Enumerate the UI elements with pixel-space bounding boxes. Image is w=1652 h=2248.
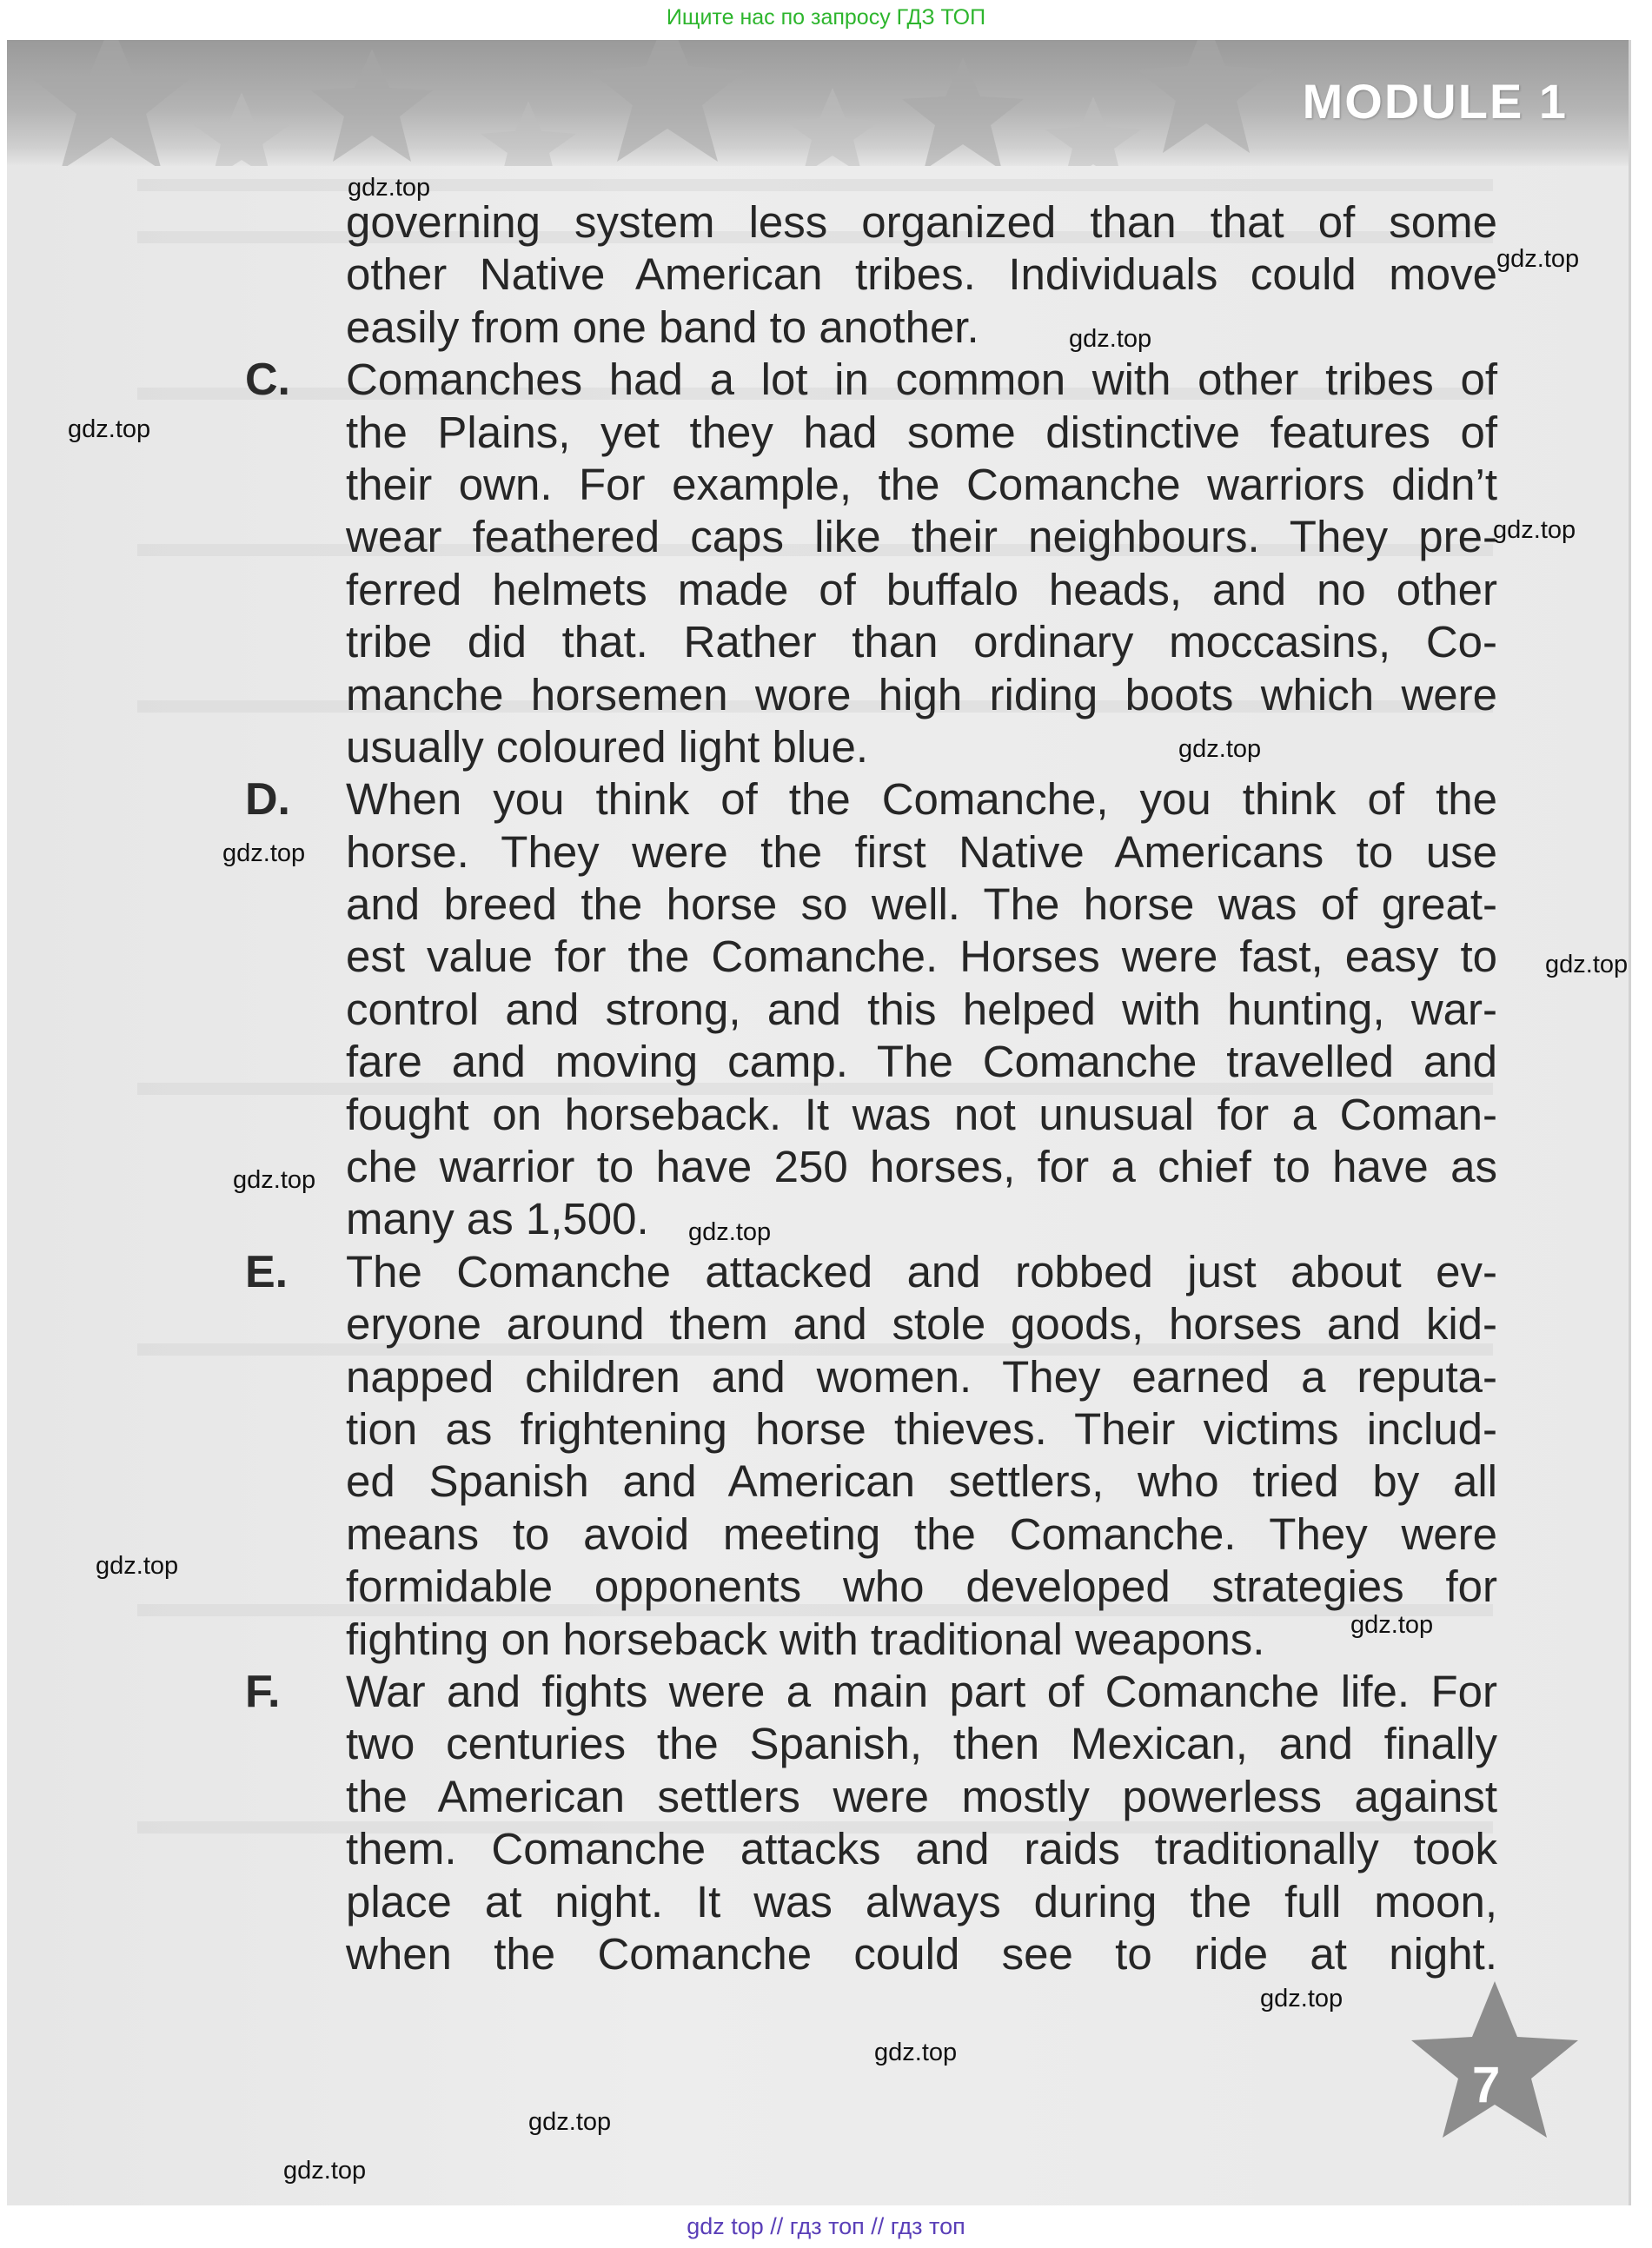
watermark: gdz.top bbox=[283, 2157, 367, 2185]
watermark: gdz.top bbox=[222, 839, 306, 867]
text-line: War and fights were a main part of Comanche life. For bbox=[346, 1666, 1497, 1716]
paragraph-e bbox=[245, 1246, 1497, 1666]
top-banner: Ищите нас по запросу ГДЗ ТОП bbox=[666, 5, 986, 30]
text-line: ed Spanish and American settlers, who tried by all bbox=[346, 1456, 1497, 1507]
watermark: gdz.top bbox=[1069, 325, 1152, 353]
text-line: est value for the Comanche. Horses were fast, easy to bbox=[346, 932, 1497, 982]
text-line: fought on horseback. It was not unusual for a Coman- bbox=[346, 1089, 1497, 1139]
text-line: manche horsemen wore high riding boots which were bbox=[346, 669, 1497, 719]
text-line: eryone around them and stole goods, horses and kid- bbox=[346, 1299, 1497, 1349]
text-line: place at night. It was always during the full moon, bbox=[346, 1876, 1497, 1926]
paragraph-letter: D. bbox=[245, 774, 290, 826]
text-line: When you think of the Comanche, you think of the bbox=[346, 774, 1497, 825]
watermark: gdz.top bbox=[1496, 245, 1580, 273]
text-line: horse. They were the first Native Americans to use bbox=[346, 826, 1497, 877]
watermark: gdz.top bbox=[1350, 1611, 1434, 1639]
text-line: fare and moving camp. The Comanche travelled and bbox=[346, 1037, 1497, 1087]
watermark: gdz.top bbox=[348, 174, 431, 202]
text-line: easily from one band to another. bbox=[346, 302, 979, 352]
text-line: when the Comanche could see to ride at night. bbox=[346, 1928, 1497, 1979]
watermark: gdz.top bbox=[233, 1166, 316, 1194]
text-line: tion as frightening horse thieves. Their victims includ- bbox=[346, 1403, 1497, 1454]
text-line: control and strong, and this helped with hunting, war- bbox=[346, 984, 1497, 1034]
watermark: gdz.top bbox=[68, 415, 151, 443]
footer-links: gdz top // гдз топ // гдз топ bbox=[687, 2213, 965, 2239]
text-line: Comanches had a lot in common with other tribes of bbox=[346, 355, 1497, 405]
text-line: wear feathered caps like their neighbours. They pre- bbox=[346, 512, 1497, 562]
text-line: and breed the horse so well. The horse was of great- bbox=[346, 879, 1497, 930]
paragraph-f bbox=[245, 1666, 1497, 1980]
watermark: gdz.top bbox=[874, 2039, 958, 2066]
text-line: usually coloured light blue. bbox=[346, 721, 869, 772]
text-line: means to avoid meeting the Comanche. They were bbox=[346, 1509, 1497, 1559]
text-line: their own. For example, the Comanche warriors didn’t bbox=[346, 459, 1497, 509]
text-line: tribe did that. Rather than ordinary moccasins, Co- bbox=[346, 617, 1497, 667]
paragraph-b-continued bbox=[346, 196, 1497, 354]
text-line: many as 1,500. bbox=[346, 1194, 649, 1244]
paragraph-letter: E. bbox=[245, 1246, 289, 1297]
watermark: gdz.top bbox=[1493, 516, 1576, 544]
book-page bbox=[7, 40, 1631, 2205]
module-header-band bbox=[7, 40, 1629, 166]
watermark: gdz.top bbox=[96, 1552, 179, 1580]
text-line: che warrior to have 250 horses, for a chief to have as bbox=[346, 1142, 1497, 1192]
text-line: governing system less organized than that of some bbox=[346, 197, 1497, 247]
text-line: napped children and women. They earned a reputa- bbox=[346, 1351, 1497, 1402]
text-line: the American settlers were mostly powerless against bbox=[346, 1771, 1497, 1821]
text-line: them. Comanche attacks and raids traditionally took bbox=[346, 1824, 1497, 1874]
page-number: 7 bbox=[1472, 2057, 1501, 2113]
text-line: the Plains, yet they had some distinctive features of bbox=[346, 407, 1497, 457]
text-line: formidable opponents who developed strategies for bbox=[346, 1562, 1497, 1612]
text-line: other Native American tribes. Individuals could move bbox=[346, 249, 1497, 300]
watermark: gdz.top bbox=[1260, 1985, 1343, 2013]
text-line: fighting on horseback with traditional weapons. bbox=[346, 1614, 1265, 1664]
text-line: The Comanche attacked and robbed just about ev- bbox=[346, 1246, 1497, 1296]
watermark: gdz.top bbox=[688, 1218, 772, 1246]
paragraph-letter: F. bbox=[245, 1666, 281, 1717]
text-line: two centuries the Spanish, then Mexican, and finally bbox=[346, 1719, 1497, 1769]
paragraph-c bbox=[245, 354, 1497, 773]
watermark: gdz.top bbox=[528, 2108, 612, 2136]
text-line: ferred helmets made of buffalo heads, and no other bbox=[346, 564, 1497, 614]
paragraph-letter: C. bbox=[245, 355, 290, 406]
watermark: gdz.top bbox=[1178, 735, 1262, 763]
module-title: MODULE 1 bbox=[1302, 74, 1568, 129]
watermark: gdz.top bbox=[1545, 951, 1629, 978]
